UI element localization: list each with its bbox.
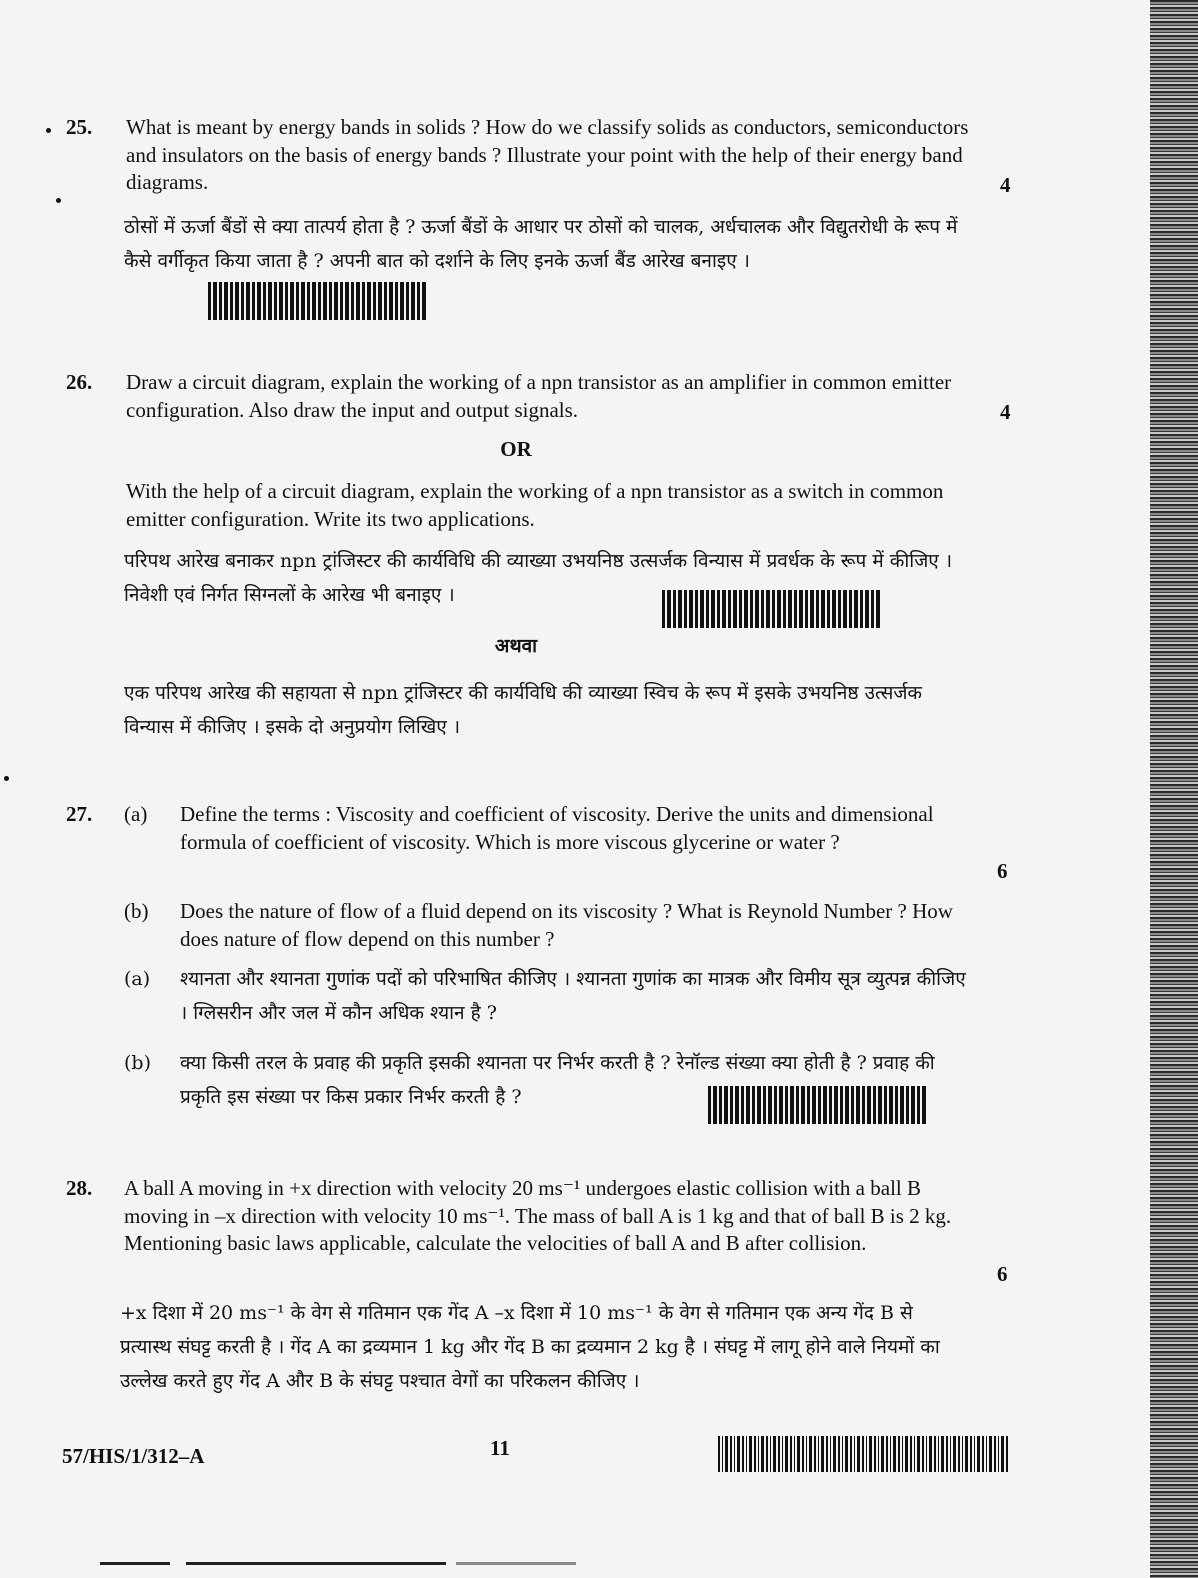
question-text-hindi: +x दिशा में 20 ms⁻¹ के वेग से गतिमान एक गेंद A –x दिशा में 10 ms⁻¹ के वेग से गतिमान एक अन्य गेंद B से प्रत्यास्थ संघट्ट करती है । गेंद A का द्रव्यमान 1 kg और गेंद B का द्रव्यमान 2 kg है । संघट्ट में लागू होने वाले नियमों का उल्लेख करते हुए गेंद A और B के संघट्ट पश्चात वेगों का परिकलन कीजिए । bbox=[120, 1302, 940, 1392]
question-text-alternative: With the help of a circuit diagram, explain the working of a npn transistor as a switch in common emitter configuration. Write its two applications. bbox=[126, 479, 944, 531]
sub-question-label: (a) bbox=[124, 802, 148, 826]
sub-question-text-hindi: श्यानता और श्यानता गुणांक पदों को परिभाषित कीजिए । श्यानता गुणांक का मात्रक और विमीय सूत्र व्युत्पन्न कीजिए । ग्लिसरीन और जल में कौन अधिक श्यान है ? bbox=[180, 968, 966, 1024]
marks: 6 bbox=[997, 859, 1008, 883]
question-text: What is meant by energy bands in solids ? How do we classify solids as conductors, semiconductors and insulators on the basis of energy bands ? Illustrate your point with the help of their energy band diagrams. bbox=[126, 115, 969, 194]
scan-line bbox=[186, 1562, 446, 1565]
stray-mark bbox=[4, 776, 9, 781]
barcode bbox=[708, 1086, 926, 1124]
page-number: 11 bbox=[490, 1436, 510, 1460]
question-number: 28. bbox=[66, 1176, 93, 1200]
scan-line bbox=[100, 1562, 170, 1565]
question-number: 27. bbox=[66, 802, 93, 826]
sub-question-text: Does the nature of flow of a fluid depend on its viscosity ? What is Reynold Number ? How does nature of flow depend on this number ? bbox=[180, 899, 953, 951]
scan-edge-strip bbox=[1150, 0, 1198, 1578]
sub-question-label: (b) bbox=[124, 1052, 151, 1074]
stray-mark bbox=[46, 128, 51, 133]
stray-mark bbox=[56, 198, 61, 203]
marks: 4 bbox=[1000, 173, 1011, 197]
barcode bbox=[662, 590, 880, 628]
question-text-hindi: परिपथ आरेख बनाकर npn ट्रांजिस्टर की कार्यविधि की व्याख्या उभयनिष्ठ उत्सर्जक विन्यास में प्रवर्धक के रूप में कीजिए । निवेशी एवं निर्गत सिग्नलों के आरेख भी बनाइए । bbox=[124, 550, 953, 606]
marks: 4 bbox=[1000, 400, 1011, 424]
sub-question-text-hindi: क्या किसी तरल के प्रवाह की प्रकृति इसकी श्यानता पर निर्भर करती है ? रेनॉल्ड संख्या क्या होती है ? प्रवाह की प्रकृति इस संख्या पर किस प्रकार निर्भर करती है ? bbox=[180, 1052, 935, 1108]
question-text: A ball A moving in +x direction with velocity 20 ms⁻¹ undergoes elastic collision with a ball B moving in –x direction with velocity 10 ms⁻¹. The mass of ball A is 1 kg and that of ball B is 2 kg. Mentioning basic laws applicable, calculate the velocities of ball A and B after collision. bbox=[124, 1176, 952, 1255]
question-number: 25. bbox=[66, 115, 93, 139]
barcode bbox=[208, 282, 428, 320]
question-text-alternative-hindi: एक परिपथ आरेख की सहायता से npn ट्रांजिस्टर की कार्यविधि की व्याख्या स्विच के रूप में इसके उभयनिष्ठ उत्सर्जक विन्यास में कीजिए । इसके दो अनुप्रयोग लिखिए । bbox=[124, 682, 923, 738]
question-text-hindi: ठोसों में ऊर्जा बैंडों से क्या तात्पर्य होता है ? ऊर्जा बैंडों के आधार पर ठोसों को चालक, अर्धचालक और विद्युतरोधी के रूप में कैसे वर्गीकृत किया जाता है ? अपनी बात को दर्शाने के लिए इनके ऊर्जा बैंड आरेख बनाइए । bbox=[124, 216, 958, 272]
or-divider-hindi: अथवा bbox=[494, 635, 538, 657]
footer-barcode bbox=[718, 1436, 1010, 1472]
question-number: 26. bbox=[66, 370, 93, 394]
sub-question-label: (b) bbox=[124, 899, 149, 923]
marks: 6 bbox=[997, 1262, 1008, 1286]
or-divider: OR bbox=[500, 437, 532, 461]
sub-question-label: (a) bbox=[124, 968, 151, 990]
scan-line bbox=[456, 1562, 576, 1565]
paper-code: 57/HIS/1/312–A bbox=[62, 1444, 205, 1468]
question-text: Draw a circuit diagram, explain the working of a npn transistor as an amplifier in common emitter configuration. Also draw the input and output signals. bbox=[126, 370, 952, 422]
sub-question-text: Define the terms : Viscosity and coefficient of viscosity. Derive the units and dimensional formula of coefficient of viscosity. Which is more viscous glycerine or water ? bbox=[180, 802, 934, 854]
